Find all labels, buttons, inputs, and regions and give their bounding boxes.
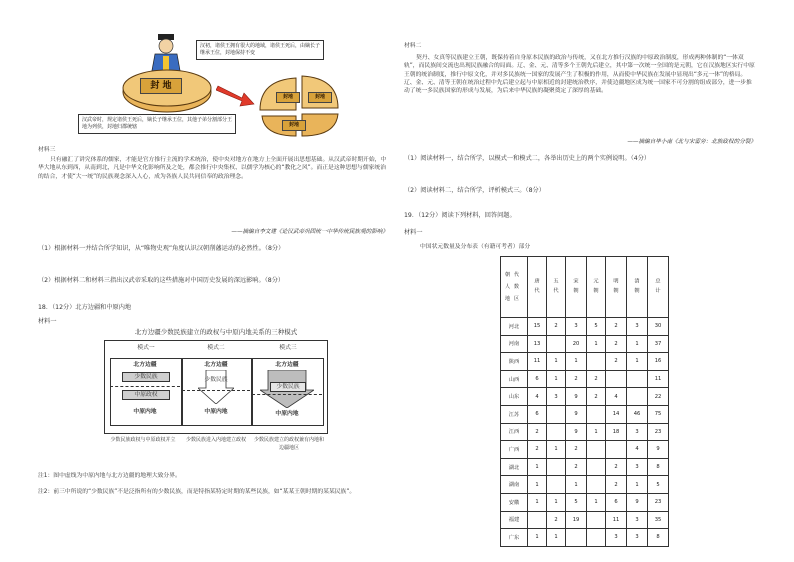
table-value-cell: 46 bbox=[627, 405, 648, 423]
table-value-cell: 1 bbox=[587, 493, 606, 511]
table-value-cell bbox=[627, 388, 648, 406]
table-row bbox=[501, 493, 669, 511]
table-value-cell: 19 bbox=[566, 511, 587, 529]
table-row bbox=[501, 441, 669, 459]
table-value-cell: 3 bbox=[627, 511, 648, 529]
table-region-cell: 陕西 bbox=[501, 353, 528, 371]
table-value-cell: 3 bbox=[547, 388, 566, 406]
mode-2-bottom: 中原内地 bbox=[204, 409, 228, 415]
table-region-cell: 安徽 bbox=[501, 493, 528, 511]
table-value-cell: 2 bbox=[528, 423, 547, 441]
mode-2-mid1: 少数民族 bbox=[204, 377, 228, 383]
table-value-cell: 3 bbox=[627, 318, 648, 336]
table-region-cell: 湖南 bbox=[501, 476, 528, 494]
mode-3-mid1: 少数民族 bbox=[270, 382, 306, 392]
note-2: 注2：前三中所说的“少数民族”不是泛指所有的少数民族，而是特指某特定时期的某些民族，如“某某王朝时期的某某民族”。 bbox=[38, 489, 356, 495]
table-value-cell: 2 bbox=[606, 476, 627, 494]
table-value-cell: 1 bbox=[528, 476, 547, 494]
table-value-cell bbox=[547, 458, 566, 476]
table-value-cell bbox=[547, 405, 566, 423]
table-row bbox=[501, 458, 669, 476]
red-arrow-icon bbox=[216, 82, 256, 108]
left-q2: （2）根据材料二和材料三指出汉武帝采取的这些措施对中国历史发展的深远影响。（8分） bbox=[38, 277, 285, 284]
table-row bbox=[501, 318, 669, 336]
table-value-cell: 4 bbox=[627, 441, 648, 459]
table-value-cell bbox=[587, 458, 606, 476]
table-value-cell: 1 bbox=[627, 353, 648, 371]
table-value-cell: 3 bbox=[627, 529, 648, 547]
table-value-cell bbox=[547, 423, 566, 441]
table-value-cell bbox=[587, 511, 606, 529]
mode-3-caption: 少数民族建立的政权兼有内地和边疆地区 bbox=[253, 437, 324, 451]
table-value-cell: 5 bbox=[587, 318, 606, 336]
table-value-cell: 9 bbox=[648, 441, 669, 459]
table-value-cell: 2 bbox=[528, 441, 547, 459]
table-value-cell bbox=[566, 529, 587, 547]
table-value-cell: 11 bbox=[528, 353, 547, 371]
left-speech-bubble: 汉初，诸侯王拥有很大的地域，诸侯王死后，由嫡长子继承王位，封地保持不变 bbox=[196, 40, 324, 60]
table-value-cell: 22 bbox=[648, 388, 669, 406]
mode-3-top: 北方边疆 bbox=[275, 362, 299, 368]
right-q1: （1）阅读材料一，结合所学，以模式一和模式二，各举出历史上的两个实例说明。（4分） bbox=[404, 155, 651, 162]
table-header-cell: 清朝 bbox=[627, 257, 648, 318]
table-value-cell bbox=[587, 441, 606, 459]
table-value-cell: 3 bbox=[627, 423, 648, 441]
table-row bbox=[501, 388, 669, 406]
m3-source: ——摘编自李文建《论汉武帝巩固统一中华传统民族观的影响》 bbox=[231, 229, 388, 235]
table-value-cell: 8 bbox=[648, 529, 669, 547]
mode-3-divider bbox=[252, 394, 322, 395]
table-value-cell: 2 bbox=[606, 353, 627, 371]
table-value-cell: 1 bbox=[627, 476, 648, 494]
table-title: 中国状元数量及分布表（有籍可考者）部分 bbox=[420, 244, 531, 250]
table-value-cell: 20 bbox=[566, 335, 587, 353]
table-value-cell: 1 bbox=[587, 423, 606, 441]
table-row bbox=[501, 476, 669, 494]
m2-body: 契丹、女真等民族建立王朝，既保持着自身原本民族的政治与传统，又在北方推行汉族的中原政治制度，形成两种体制的“一体双轨”，而民族间交流也出现民族融合的局面。辽、金、元、清等多个王朝先后建立，其中第一次统一全国的是元朝，它在汉族地区实行中原王朝的统治制度，推行中原文化，并对多民族统一国家的发展产生了积极的作用，从而使中华民族在发展中显现出“多元一体”的格局。辽、金、元、清等王朝在统治过程中先后建立起与中原相近的封建统治秩序，并使边疆地区成为统一国家不可分割的组成部分，进一步推动了统一多民族国家的形成与发展，为后来中华民族的凝聚奠定了深厚的基础。 bbox=[404, 55, 755, 95]
table-region-cell: 广东 bbox=[501, 529, 528, 547]
table-value-cell: 1 bbox=[566, 353, 587, 371]
table-value-cell: 1 bbox=[547, 529, 566, 547]
table-header-cell: 宋朝 bbox=[566, 257, 587, 318]
mode-1-caption: 少数民族政权与中原政权并立 bbox=[110, 437, 176, 443]
table-value-cell: 75 bbox=[648, 405, 669, 423]
table-value-cell: 5 bbox=[648, 476, 669, 494]
table-value-cell bbox=[528, 511, 547, 529]
table-value-cell: 14 bbox=[606, 405, 627, 423]
table-row bbox=[501, 511, 669, 529]
table-header-cell: 唐代 bbox=[528, 257, 547, 318]
table-value-cell bbox=[547, 335, 566, 353]
table-value-cell: 1 bbox=[528, 458, 547, 476]
table-value-cell: 1 bbox=[587, 335, 606, 353]
table-region-cell: 江西 bbox=[501, 423, 528, 441]
table-value-cell: 1 bbox=[528, 493, 547, 511]
mode-1-bottom: 中原内地 bbox=[133, 409, 157, 415]
table-value-cell: 37 bbox=[648, 335, 669, 353]
table-value-cell: 9 bbox=[566, 423, 587, 441]
table-value-cell: 1 bbox=[528, 529, 547, 547]
diagram-title: 北方边疆少数民族建立的政权与中原内地关系的三种模式 bbox=[134, 328, 298, 336]
table-header-cell: 总计 bbox=[648, 257, 669, 318]
table-row bbox=[501, 405, 669, 423]
zhuangyuan-table bbox=[500, 256, 669, 547]
table-value-cell: 2 bbox=[566, 458, 587, 476]
small-plot-2: 封地 bbox=[308, 92, 332, 103]
table-region-cell: 河北 bbox=[501, 318, 528, 336]
table-value-cell: 13 bbox=[528, 335, 547, 353]
table-value-cell: 1 bbox=[547, 370, 566, 388]
left-q1: （1）根据材料一并结合所学知识，从“唯物史观”角度认识汉朝削藩运动的必然性。（8分） bbox=[38, 245, 285, 252]
table-value-cell bbox=[587, 353, 606, 371]
table-value-cell bbox=[547, 476, 566, 494]
q18-m1-title: 材料一 bbox=[38, 318, 57, 325]
table-value-cell: 4 bbox=[528, 388, 547, 406]
table-value-cell bbox=[587, 405, 606, 423]
table-row bbox=[501, 353, 669, 371]
table-value-cell: 2 bbox=[606, 458, 627, 476]
table-value-cell: 3 bbox=[566, 318, 587, 336]
table-value-cell bbox=[606, 441, 627, 459]
table-value-cell: 6 bbox=[606, 493, 627, 511]
table-region-cell: 福建 bbox=[501, 511, 528, 529]
table-value-cell: 11 bbox=[606, 511, 627, 529]
table-value-cell: 35 bbox=[648, 511, 669, 529]
table-value-cell: 8 bbox=[648, 458, 669, 476]
table-value-cell: 5 bbox=[566, 493, 587, 511]
table-region-cell: 江苏 bbox=[501, 405, 528, 423]
right-q2: （2）阅读材料二，结合所学，评析模式三。（8分） bbox=[404, 187, 545, 194]
table-value-cell bbox=[587, 529, 606, 547]
table-value-cell: 1 bbox=[627, 335, 648, 353]
table-header-cell: 朝代人数地区 bbox=[501, 257, 528, 318]
table-value-cell: 6 bbox=[528, 370, 547, 388]
table-value-cell: 2 bbox=[547, 511, 566, 529]
small-plot-3: 封地 bbox=[282, 120, 306, 131]
mode-1-divider bbox=[110, 386, 180, 387]
table-value-cell: 4 bbox=[606, 388, 627, 406]
table-value-cell: 3 bbox=[606, 529, 627, 547]
table-value-cell: 9 bbox=[566, 405, 587, 423]
q19-heading: 19．（12分）阅读下列材料，回答问题。 bbox=[404, 212, 516, 219]
table-region-cell: 山西 bbox=[501, 370, 528, 388]
mode-1-top: 北方边疆 bbox=[133, 362, 157, 368]
table-value-cell: 2 bbox=[566, 441, 587, 459]
table-value-cell: 9 bbox=[627, 493, 648, 511]
m3-title: 材料三 bbox=[38, 147, 56, 153]
mode-2-top: 北方边疆 bbox=[204, 362, 228, 368]
table-value-cell: 3 bbox=[627, 458, 648, 476]
table-value-cell: 2 bbox=[547, 318, 566, 336]
table-value-cell: 2 bbox=[587, 388, 606, 406]
table-value-cell: 2 bbox=[587, 370, 606, 388]
table-value-cell: 1 bbox=[547, 441, 566, 459]
table-value-cell: 1 bbox=[547, 353, 566, 371]
mode-2-caption: 少数民族进入内地建立政权 bbox=[185, 437, 246, 443]
table-value-cell: 23 bbox=[648, 493, 669, 511]
table-region-cell: 山东 bbox=[501, 388, 528, 406]
table-value-cell: 30 bbox=[648, 318, 669, 336]
table-header-cell: 五代 bbox=[547, 257, 566, 318]
table-value-cell bbox=[627, 370, 648, 388]
center-fengdi-label: 封 地 bbox=[140, 78, 182, 94]
table-row bbox=[501, 423, 669, 441]
table-value-cell: 1 bbox=[566, 476, 587, 494]
table-value-cell: 1 bbox=[547, 493, 566, 511]
table-row bbox=[501, 370, 669, 388]
m2-title: 材料二 bbox=[404, 43, 422, 49]
table-value-cell: 23 bbox=[648, 423, 669, 441]
mode-1-mid1: 少数民族 bbox=[122, 372, 170, 382]
m2-source: ——摘编自毕小南《北与宋雷旁：北族政权的分裂》 bbox=[627, 139, 756, 145]
fengdi-figure bbox=[76, 30, 344, 142]
q18-heading: 18．（12分）北方边疆和中原内地 bbox=[38, 304, 132, 311]
table-value-cell bbox=[587, 476, 606, 494]
table-value-cell: 16 bbox=[648, 353, 669, 371]
table-value-cell: 9 bbox=[566, 388, 587, 406]
table-value-cell: 2 bbox=[566, 370, 587, 388]
table-value-cell: 2 bbox=[606, 335, 627, 353]
table-region-cell: 广西 bbox=[501, 441, 528, 459]
table-region-cell: 湖北 bbox=[501, 458, 528, 476]
table-header-cell: 明朝 bbox=[606, 257, 627, 318]
note-1: 注1：图中虚线为中原内地与北方边疆的地理大致分界。 bbox=[38, 473, 181, 479]
q19-m1-title: 材料一 bbox=[404, 229, 423, 236]
table-header-cell: 元朝 bbox=[587, 257, 606, 318]
three-mode-diagram bbox=[104, 328, 328, 464]
mode-3-bottom: 中原内地 bbox=[275, 411, 299, 417]
mode-2-divider bbox=[182, 390, 250, 391]
table-value-cell: 2 bbox=[606, 318, 627, 336]
table-row bbox=[501, 335, 669, 353]
table-header-row bbox=[501, 257, 669, 318]
mode-1-name: 模式一 bbox=[137, 345, 155, 351]
table-value-cell: 18 bbox=[606, 423, 627, 441]
mode-3-name: 模式三 bbox=[279, 345, 297, 351]
bottom-speech-bubble: 汉武帝时，规定诸侯王死后，嫡长子继承王位，其他子弟分割部分王地为列侯，封地归郡统辖 bbox=[78, 114, 236, 134]
m3-body: 只有融汇了讲究体系的儒家，才能是官方推行主流的学术统治，使中央对地方在地方上全面开展出思想基础。从汉武帝时期开始，中华大地从东到西，从南到北，凡是中华文化影响所及之处，都会推行中央集权、以儒学为核心的“教化之风”。而正是这种思想与儒家统治的结合，才使“大一统”的民族观念深入人心，成为各族人民共同信奉的政治理念。 bbox=[38, 157, 387, 180]
table-value-cell: 6 bbox=[528, 405, 547, 423]
table-value-cell bbox=[606, 370, 627, 388]
mode-1-mid2: 中原政权 bbox=[122, 390, 170, 400]
small-plot-1: 封地 bbox=[276, 92, 300, 103]
table-region-cell: 河南 bbox=[501, 335, 528, 353]
table-value-cell: 11 bbox=[648, 370, 669, 388]
mode-2-name: 模式二 bbox=[207, 345, 225, 351]
table-row bbox=[501, 529, 669, 547]
table-value-cell: 15 bbox=[528, 318, 547, 336]
